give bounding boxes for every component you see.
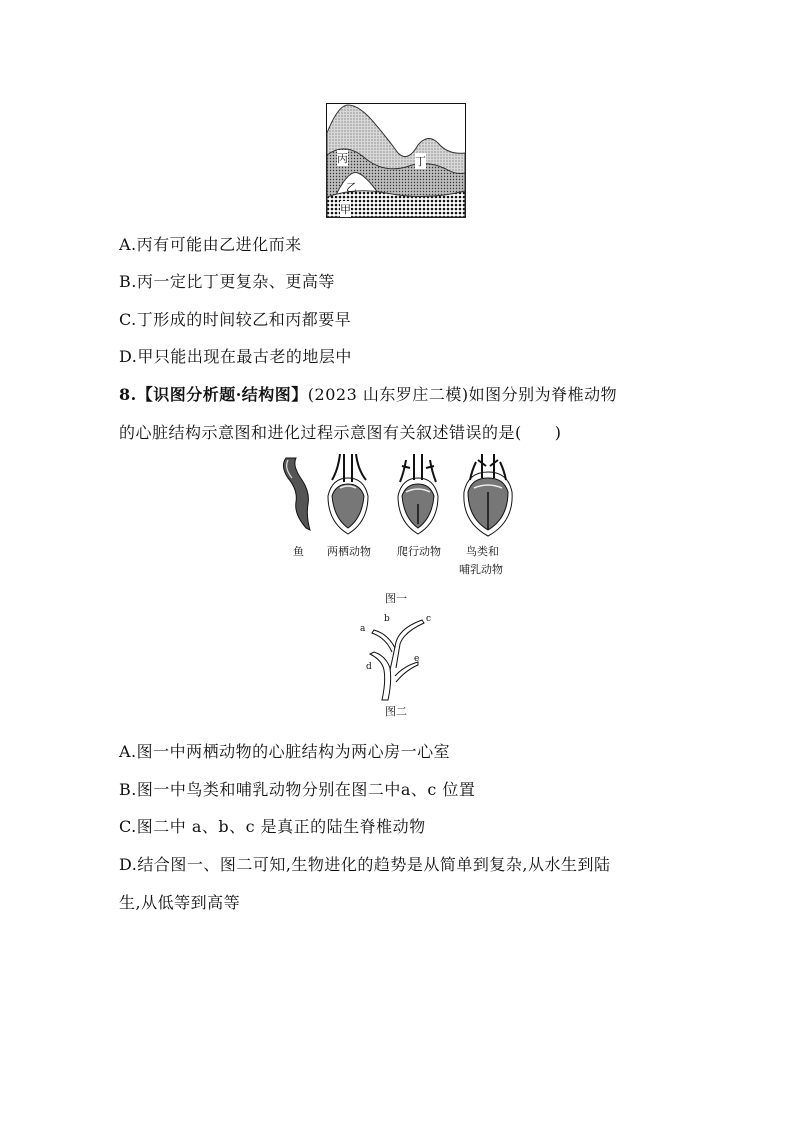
q7-option-c: C.丁形成的时间较乙和丙都要早 xyxy=(119,310,352,329)
q8-option-d-line1: D.结合图一、图二可知,生物进化的趋势是从简单到复杂,从水生到陆 xyxy=(119,855,611,874)
fig1-label-fish: 鱼 xyxy=(293,545,304,558)
fig1-caption: 图一 xyxy=(385,592,407,605)
tree-label-e: e xyxy=(414,654,420,664)
tree-label-c: c xyxy=(426,614,432,624)
q7-option-b: B.丙一定比丁更复杂、更高等 xyxy=(119,272,335,291)
fig1-label-mammal: 哺乳动物 xyxy=(459,563,503,576)
q8-stem-line1 xyxy=(119,385,617,405)
tree-label-a: a xyxy=(360,624,366,634)
fig1-label-bird: 鸟类和 xyxy=(466,545,499,558)
q8-option-c: C.图二中 a、b、c 是真正的陆生脊椎动物 xyxy=(119,817,426,836)
q8-option-b: B.图一中鸟类和哺乳动物分别在图二中a、c 位置 xyxy=(119,780,476,799)
strata-label-jia: 甲 xyxy=(340,203,351,216)
strata-label-yi: 乙 xyxy=(346,181,357,194)
evolution-tree xyxy=(356,612,446,702)
q8-option-d-line2: 生,从低等到高等 xyxy=(119,893,241,912)
reptile-heart-shape xyxy=(398,454,438,534)
q8-stem-line2: 的心脏结构示意图和进化过程示意图有关叙述错误的是( ) xyxy=(119,423,562,442)
fig1-label-amphibian: 两栖动物 xyxy=(327,545,371,558)
fig2-caption: 图二 xyxy=(385,705,407,718)
amphibian-heart-shape xyxy=(328,454,368,534)
q8-option-a: A.图一中两栖动物的心脏结构为两心房一心室 xyxy=(119,742,451,761)
tree-label-b: b xyxy=(384,614,390,624)
tree-label-d: d xyxy=(366,662,372,672)
heart-diagrams xyxy=(276,452,526,540)
heart-figure xyxy=(276,452,526,552)
fig1-label-reptile: 爬行动物 xyxy=(397,545,441,558)
q8-number: 8. xyxy=(119,385,137,404)
fish-heart-shape xyxy=(283,458,310,530)
strata-figure xyxy=(326,103,466,218)
q7-option-a: A.丙有可能由乙进化而来 xyxy=(119,235,302,254)
q8-tag: 【识图分析题·结构图】 xyxy=(136,385,308,404)
q7-option-d: D.甲只能出现在最古老的地层中 xyxy=(119,347,352,366)
evolution-tree-figure xyxy=(356,612,446,702)
strata-label-bing: 丙 xyxy=(337,152,348,165)
bird-mammal-heart-shape xyxy=(464,454,512,536)
strata-label-ding: 丁 xyxy=(415,155,426,168)
q8-stem-text1: (2023 山东罗庄二模)如图分别为脊椎动物 xyxy=(307,385,618,404)
